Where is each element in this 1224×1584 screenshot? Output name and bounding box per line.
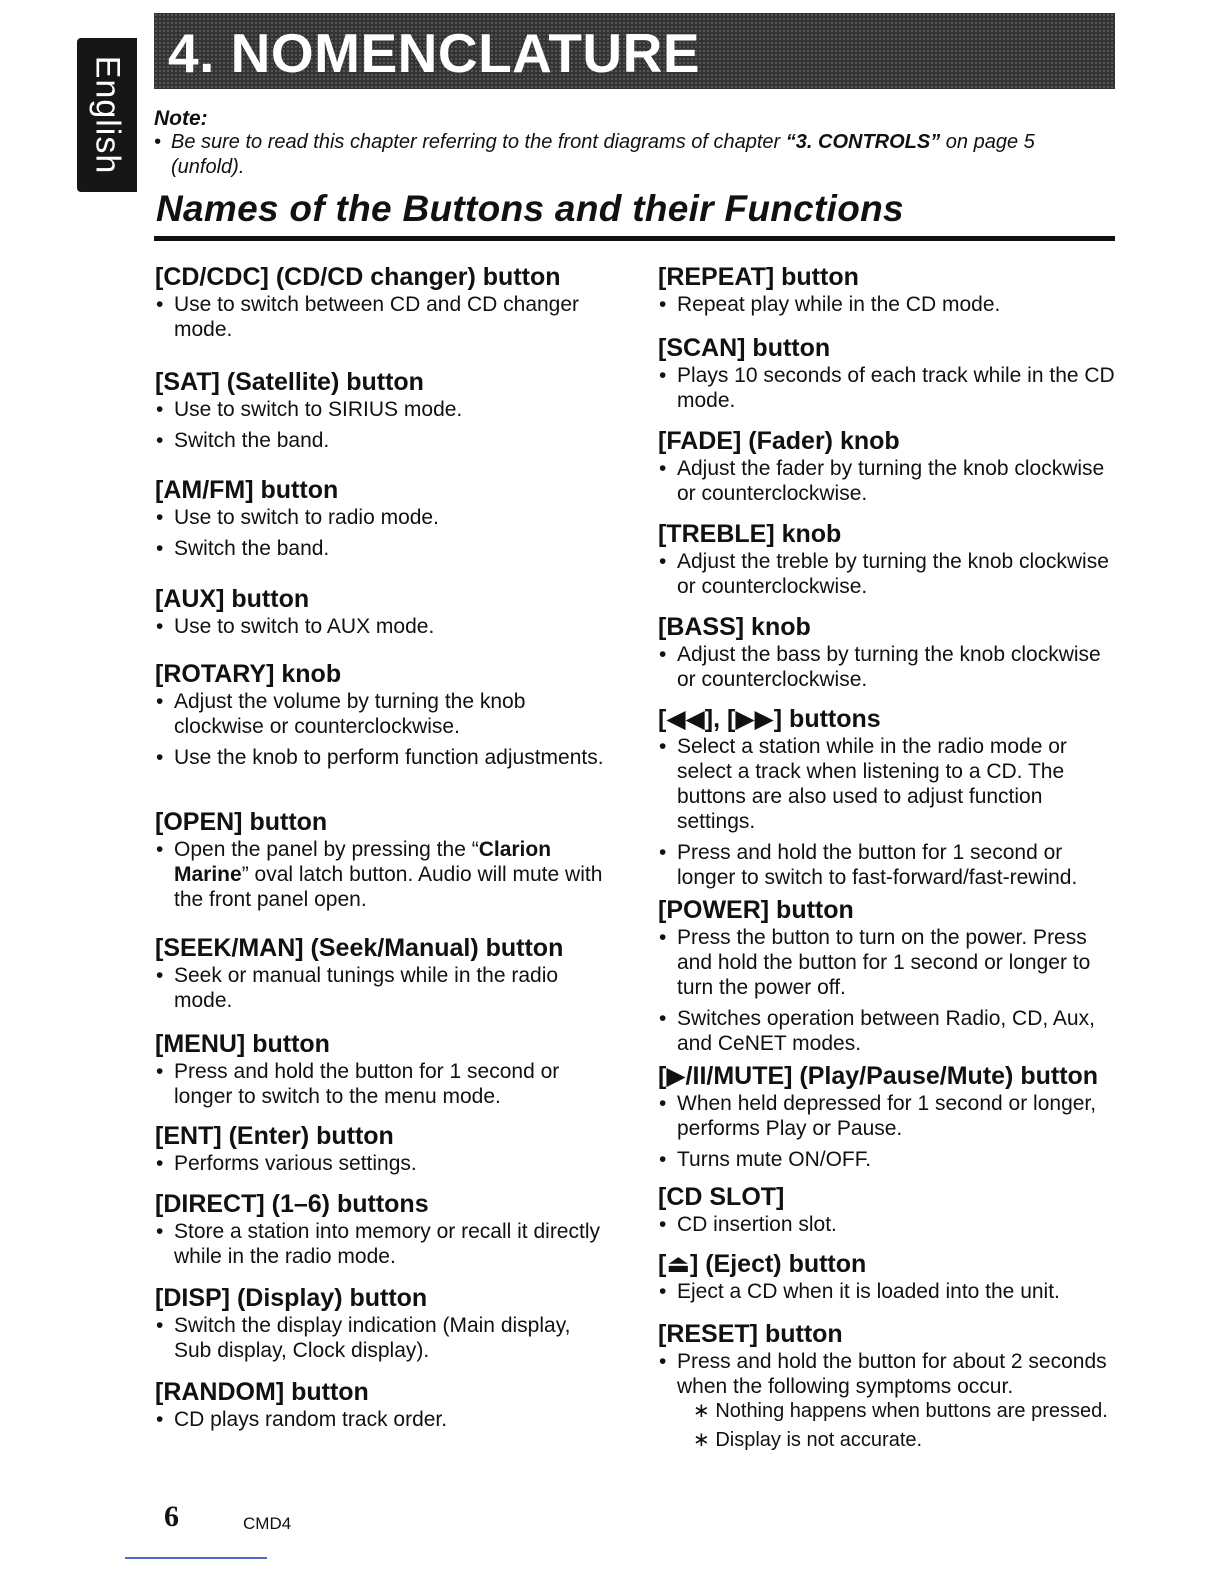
entry-heading: [TREBLE] knob	[658, 520, 842, 548]
list-item-text: Turns mute ON/OFF.	[677, 1148, 872, 1171]
entry-list	[155, 1151, 610, 1176]
entry	[658, 519, 1124, 599]
entry-heading: [SAT] (Satellite) button	[155, 368, 424, 396]
list-item-text: Use to switch to radio mode.	[174, 506, 439, 529]
entry-heading: [OPEN] button	[155, 808, 328, 836]
list-item	[155, 428, 610, 453]
list-item	[658, 549, 1124, 599]
list-item-text: Use to switch to AUX mode.	[174, 615, 435, 638]
section-title: Names of the Buttons and their Functions	[156, 188, 904, 229]
entry-list	[155, 963, 610, 1013]
entry	[155, 1029, 610, 1109]
list-item-text: Store a station into memory or recall it directly while in the radio mode.	[174, 1220, 600, 1268]
bullet-mark: •	[156, 746, 164, 769]
list-item	[658, 1091, 1124, 1141]
list-item	[658, 292, 1124, 317]
list-item-text: Adjust the bass by turning the knob clockwise or counterclockwise.	[677, 643, 1101, 691]
list-item	[658, 456, 1124, 506]
entry-list	[658, 1091, 1124, 1172]
entry-list	[155, 1407, 610, 1432]
list-item-text: Press and hold the button for 1 second or longer to switch to fast-forward/fast-rewind.	[677, 841, 1078, 889]
entry-heading: [DISP] (Display) button	[155, 1284, 428, 1312]
entry	[155, 475, 610, 561]
open-text-bold: Clarion Marine	[174, 838, 552, 886]
list-item-text: Use the knob to perform function adjustments.	[174, 746, 604, 769]
note-text-bold: “3. CONTROLS”	[785, 131, 941, 153]
bullet-mark: •	[156, 429, 164, 452]
bullet-mark: •	[156, 964, 164, 987]
entry	[155, 584, 610, 639]
entry-list	[155, 1059, 610, 1109]
list-item-text: Repeat play while in the CD mode.	[677, 293, 1001, 316]
entry-list	[658, 363, 1124, 413]
bullet-mark: •	[156, 1408, 164, 1431]
open-text-after: ” oval latch button. Audio will mute with the front panel open.	[174, 863, 603, 911]
entry-heading: [ROTARY] knob	[155, 660, 342, 688]
bullet-mark: •	[659, 1092, 667, 1115]
entry-list	[658, 292, 1124, 317]
list-item	[658, 1212, 1124, 1237]
entry	[658, 704, 1124, 890]
entry-heading: [MENU] button	[155, 1030, 330, 1058]
entry	[658, 426, 1124, 506]
bullet-mark: •	[156, 690, 164, 713]
note-label: Note:	[154, 107, 208, 130]
entry-heading: [CD SLOT]	[658, 1183, 785, 1211]
chapter-title-bar	[154, 13, 1115, 89]
model-code: CMD4	[243, 1514, 292, 1533]
entry-heading: [AM/FM] button	[155, 476, 339, 504]
entry-heading: [AUX] button	[155, 585, 310, 613]
list-item-text: Use to switch between CD and CD changer mode.	[174, 293, 580, 341]
list-item	[658, 642, 1124, 692]
list-item	[658, 1147, 1124, 1172]
bullet-mark: •	[156, 398, 164, 421]
entry	[155, 659, 610, 770]
list-item-text: Performs various settings.	[174, 1152, 417, 1175]
bullet-mark: •	[659, 364, 667, 387]
entry-heading: [RESET] button	[658, 1320, 843, 1348]
sub-note: ∗ Display is not accurate.	[693, 1429, 923, 1451]
page-number: 6	[164, 1500, 179, 1533]
entry	[658, 1182, 1124, 1237]
language-tab-label: English	[88, 55, 127, 175]
list-item	[658, 840, 1124, 890]
entry	[155, 1283, 610, 1363]
list-item	[155, 614, 610, 639]
entry-list	[658, 1349, 1124, 1399]
bullet-mark: •	[156, 1060, 164, 1083]
entry	[155, 1189, 610, 1269]
section-rule	[154, 236, 1115, 241]
entry-list	[155, 292, 610, 342]
bullet-mark: •	[659, 841, 667, 864]
list-item	[155, 689, 610, 739]
list-item-text: Switches operation between Radio, CD, Aux, and CeNET modes.	[677, 1007, 1095, 1055]
list-item-text: Use to switch to SIRIUS mode.	[174, 398, 463, 421]
entry	[155, 933, 610, 1013]
entry	[155, 1377, 610, 1432]
list-item	[658, 363, 1124, 413]
list-item-text: Switch the band.	[174, 429, 330, 452]
list-item	[658, 734, 1124, 834]
bullet-mark: •	[156, 1152, 164, 1175]
note-text-before: Be sure to read this chapter referring to the front diagrams of chapter	[171, 131, 786, 153]
entry-list	[155, 837, 610, 912]
bullet-mark: •	[659, 1148, 667, 1171]
footer-rule	[125, 1557, 267, 1559]
entry	[658, 1249, 1124, 1304]
list-item	[658, 1279, 1124, 1304]
bullet-mark: •	[659, 293, 667, 316]
bullet-mark: •	[659, 643, 667, 666]
list-item	[658, 1006, 1124, 1056]
bullet-mark: •	[659, 735, 667, 758]
list-item	[155, 1151, 610, 1176]
entry-list	[658, 642, 1124, 692]
list-item-text: Press the button to turn on the power. Press and hold the button for 1 second or longer to turn the power off.	[677, 926, 1091, 999]
entry	[155, 262, 610, 342]
bullet-mark: •	[659, 926, 667, 949]
list-item	[155, 292, 610, 342]
list-item-text: Switch the display indication (Main display, Sub display, Clock display).	[174, 1314, 571, 1362]
entry-list	[658, 1212, 1124, 1237]
entry-heading: [◀◀], [▶▶] buttons	[658, 705, 881, 733]
list-item-text: When held depressed for 1 second or longer, performs Play or Pause.	[677, 1092, 1097, 1140]
entry-list	[155, 1219, 610, 1269]
entry	[658, 895, 1124, 1056]
bullet-mark: •	[156, 1220, 164, 1243]
bullet-mark: •	[659, 550, 667, 573]
list-item	[658, 925, 1124, 1000]
entry-heading: [RANDOM] button	[155, 1378, 369, 1406]
entry-heading: [REPEAT] button	[658, 263, 859, 291]
list-item	[155, 837, 610, 912]
sub-note: ∗ Nothing happens when buttons are pressed.	[693, 1400, 1108, 1422]
list-item	[155, 505, 610, 530]
entry-heading: [SEEK/MAN] (Seek/Manual) button	[155, 934, 564, 962]
bullet-mark: •	[659, 1350, 667, 1373]
list-item	[155, 745, 610, 770]
list-item-text: Adjust the treble by turning the knob clockwise or counterclockwise.	[677, 550, 1109, 598]
entry	[155, 807, 610, 912]
list-item-text: CD insertion slot.	[677, 1213, 837, 1236]
entry-heading: [⏏] (Eject) button	[658, 1250, 867, 1278]
list-item-text: Switch the band.	[174, 537, 330, 560]
note-text	[154, 130, 1084, 180]
list-item-text: Seek or manual tunings while in the radio mode.	[174, 964, 559, 1012]
entry-list	[658, 549, 1124, 599]
open-text-before: Open the panel by pressing the “	[174, 838, 479, 861]
entry-list	[155, 1313, 610, 1363]
list-item-text: Press and hold the button for 1 second or longer to switch to the menu mode.	[174, 1060, 560, 1108]
bullet-mark: •	[659, 1007, 667, 1030]
entry-list	[155, 614, 610, 639]
list-item-text: Adjust the volume by turning the knob clockwise or counterclockwise.	[174, 690, 526, 738]
list-item	[155, 1059, 610, 1109]
entry	[155, 367, 610, 453]
entry	[658, 1319, 1124, 1453]
entry	[658, 333, 1124, 413]
language-tab	[77, 38, 137, 192]
list-item	[155, 536, 610, 561]
entry	[658, 612, 1124, 692]
bullet-mark: •	[659, 1280, 667, 1303]
entry-list	[658, 734, 1124, 890]
note-bullet: •	[154, 131, 162, 153]
entry-heading: [BASS] knob	[658, 613, 811, 641]
entry	[155, 1121, 610, 1176]
bullet-mark: •	[156, 838, 164, 861]
entry	[658, 262, 1124, 317]
list-item	[155, 397, 610, 422]
list-item	[155, 1219, 610, 1269]
list-item-text: Select a station while in the radio mode or select a track when listening to a CD. The buttons are also used to adjust function settings.	[677, 735, 1067, 833]
list-item-text: CD plays random track order.	[174, 1408, 448, 1431]
list-item-text: Press and hold the button for about 2 seconds when the following symptoms occur.	[677, 1350, 1107, 1398]
list-item-text: Plays 10 seconds of each track while in the CD mode.	[677, 364, 1115, 412]
entry-list	[155, 505, 610, 561]
entry-heading: [▶/II/MUTE] (Play/Pause/Mute) button	[658, 1062, 1099, 1090]
entry-list	[658, 1279, 1124, 1304]
entry	[658, 1061, 1124, 1172]
entry-heading: [FADE] (Fader) knob	[658, 427, 900, 455]
note-text-after: on page 5 (unfold).	[171, 131, 1035, 178]
entry-heading: [POWER] button	[658, 896, 854, 924]
list-item-text: Eject a CD when it is loaded into the unit.	[677, 1280, 1060, 1303]
entry-list	[658, 456, 1124, 506]
entry-heading: [SCAN] button	[658, 334, 831, 362]
list-item	[155, 963, 610, 1013]
list-item	[155, 1313, 610, 1363]
entry-heading: [DIRECT] (1–6) buttons	[155, 1190, 429, 1218]
list-item	[155, 1407, 610, 1432]
entry-heading: [CD/CDC] (CD/CD changer) button	[155, 263, 561, 291]
bullet-mark: •	[156, 506, 164, 529]
chapter-title: 4. NOMENCLATURE	[168, 22, 701, 84]
entry-list	[658, 925, 1124, 1056]
bullet-mark: •	[659, 1213, 667, 1236]
list-item-text: Adjust the fader by turning the knob clockwise or counterclockwise.	[677, 457, 1105, 505]
list-item	[658, 1349, 1124, 1399]
bullet-mark: •	[156, 615, 164, 638]
bullet-mark: •	[156, 1314, 164, 1337]
bullet-mark: •	[156, 293, 164, 316]
bullet-mark: •	[156, 537, 164, 560]
entry-list	[155, 397, 610, 453]
bullet-mark: •	[659, 457, 667, 480]
entry-list	[155, 689, 610, 770]
entry-heading: [ENT] (Enter) button	[155, 1122, 394, 1150]
